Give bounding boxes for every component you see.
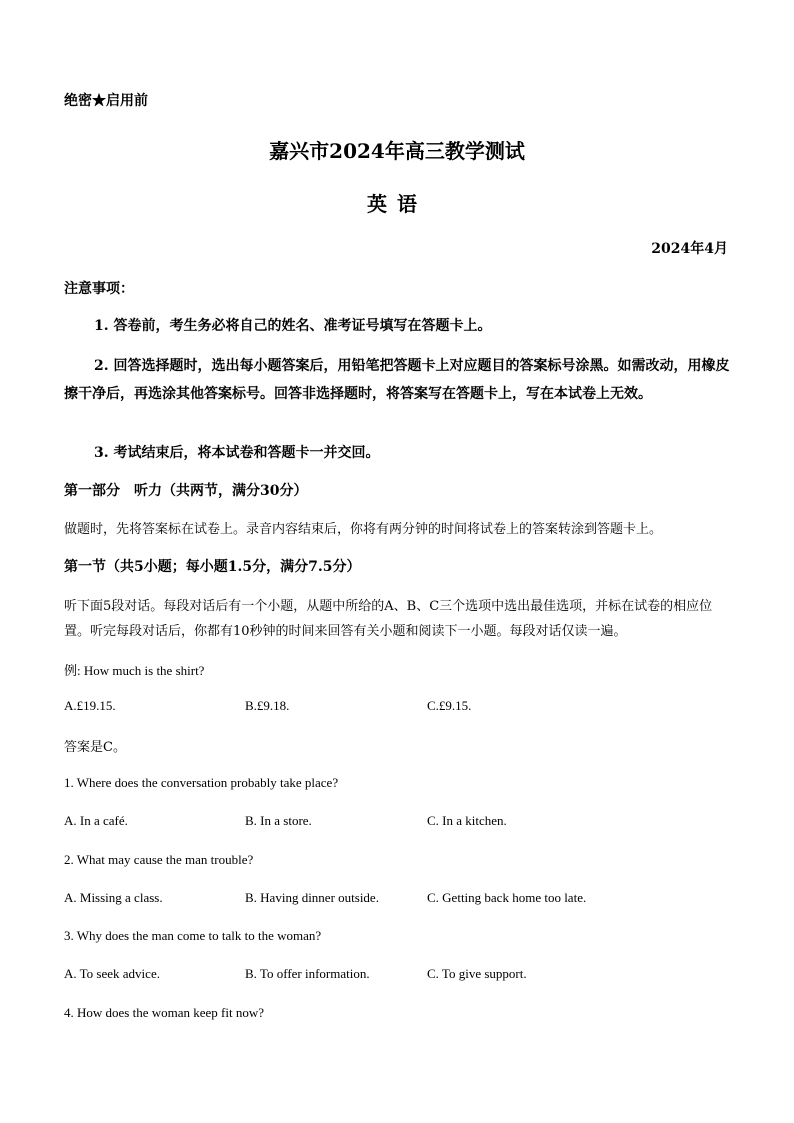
example-option-b: B.£9.18.: [245, 698, 290, 713]
notes-heading: 注意事项：: [64, 281, 134, 297]
confidential-label: 绝密★启用前: [64, 93, 148, 109]
section1-instruction: 听下面5段对话。每段对话后有一个小题，从题中所给的A、B、C三个选项中选出最佳选项，并标在试卷的相应位置。听完每段对话后，你都有10秒钟的时间来回答有关小题和阅读下一小题。每段对话仅读一遍。: [64, 599, 713, 639]
question-2-option-c: C. Getting back home too late.: [427, 890, 587, 905]
example-option-a: A.£19.15.: [64, 698, 116, 713]
question-2-option-a: A. Missing a class.: [64, 890, 163, 905]
part1-instruction: 做题时，先将答案标在试卷上。录音内容结束后，你将有两分钟的时间将试卷上的答案转涂到答题卡上。: [64, 522, 663, 537]
question-1-option-b: B. In a store.: [245, 813, 312, 828]
part1-heading: 第一部分 听力（共两节，满分30分）: [64, 483, 308, 499]
question-1-option-a: A. In a café.: [64, 813, 128, 828]
question-3-option-c: C. To give support.: [427, 966, 527, 981]
note-item-2: 2. 回答选择题时，选出每小题答案后，用铅笔把答题卡上对应题目的答案标号涂黑。如需改动，用橡皮擦干净后，再选涂其他答案标号。回答非选择题时，将答案写在答题卡上，写在本试卷上无效。: [64, 358, 730, 402]
exam-title: 嘉兴市2024年高三教学测试: [269, 139, 525, 163]
note-item-1: 1. 答卷前，考生务必将自己的姓名、准考证号填写在答题卡上。: [94, 318, 492, 334]
example-question: 例: How much is the shirt?: [64, 663, 205, 678]
section1-heading: 第一节（共5小题；每小题1.5分，满分7.5分）: [64, 559, 361, 575]
question-2: 2. What may cause the man trouble?: [64, 852, 254, 867]
exam-date: 2024年4月: [651, 241, 728, 257]
question-1: 1. Where does the conversation probably take place?: [64, 775, 339, 790]
question-3-option-b: B. To offer information.: [245, 966, 370, 981]
question-1-option-c: C. In a kitchen.: [427, 813, 507, 828]
subject-title: 英语: [367, 192, 427, 216]
example-option-c: C.£9.15.: [427, 698, 472, 713]
question-3-option-a: A. To seek advice.: [64, 966, 160, 981]
note-item-3: 3. 考试结束后，将本试卷和答题卡一并交回。: [94, 445, 380, 461]
question-3: 3. Why does the man come to talk to the woman?: [64, 928, 322, 943]
question-4: 4. How does the woman keep fit now?: [64, 1005, 265, 1020]
example-answer: 答案是C。: [64, 740, 126, 755]
question-2-option-b: B. Having dinner outside.: [245, 890, 379, 905]
